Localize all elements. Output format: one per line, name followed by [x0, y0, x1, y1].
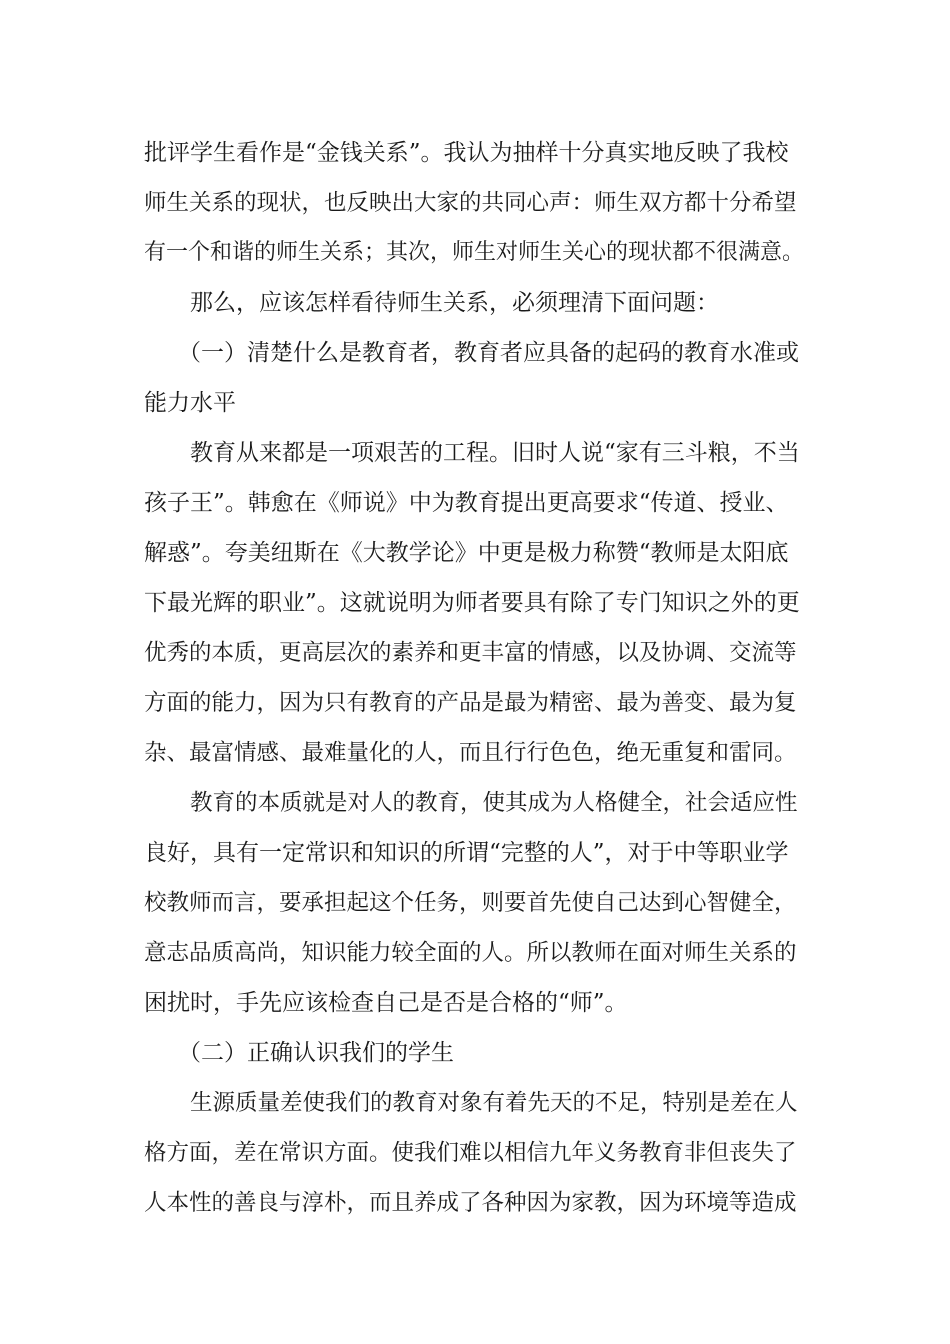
text-line: 意志品质高尚，知识能力较全面的人。所以教师在面对师生关系的: [144, 940, 797, 966]
text-line: 下最光辉的职业”。这就说明为师者要具有除了专门知识之外的更: [144, 590, 800, 616]
text-line: 师生关系的现状，也反映出大家的共同心声：师生双方都十分希望: [144, 190, 797, 216]
text-line: 方面的能力，因为只有教育的产品是最为精密、最为善变、最为复: [144, 690, 797, 716]
text-line: 生源质量差使我们的教育对象有着先天的不足，特别是差在人: [190, 1090, 798, 1116]
text-line: 有一个和谐的师生关系；其次，师生对师生关心的现状都不很满意。: [144, 240, 805, 265]
text-line: 人本性的善良与淳朴，而且养成了各种因为家教，因为环境等造成: [144, 1190, 797, 1216]
text-line: 孩子王”。韩愈在《师说》中为教育提出更高要求“传道、授业、: [144, 490, 789, 516]
text-line: 困扰时，手先应该检查自己是否是合格的“师”。: [144, 990, 628, 1016]
text-line: 批评学生看作是“金钱关系”。我认为抽样十分真实地反映了我校: [144, 140, 789, 166]
text-line: 教育从来都是一项艰苦的工程。旧时人说“家有三斗粮，不当: [190, 440, 800, 466]
section-heading: （二）正确认识我们的学生: [178, 1040, 454, 1066]
text-line: 杂、最富情感、最难量化的人，而且行行色色，绝无重复和雷同。: [144, 740, 797, 766]
text-line: 教育的本质就是对人的教育，使其成为人格健全，社会适应性: [190, 790, 798, 816]
text-line: 良好，具有一定常识和知识的所谓“完整的人”，对于中等职业学: [144, 840, 789, 866]
section-heading: （一）清楚什么是教育者，教育者应具备的起码的教育水准或: [178, 340, 799, 366]
text-line: 格方面，差在常识方面。使我们难以相信九年义务教育非但丧失了: [144, 1140, 797, 1166]
section-heading: 能力水平: [144, 390, 236, 416]
text-line: 解惑”。夸美纽斯在《大教学论》中更是极力称赞“教师是太阳底: [144, 540, 789, 566]
text-line: 优秀的本质，更高层次的素养和更丰富的情感，以及协调、交流等: [144, 640, 797, 666]
text-line: 校教师而言，要承担起这个任务，则要首先使自己达到心智健全，: [144, 890, 797, 916]
text-line: 那么，应该怎样看待师生关系，必须理清下面问题：: [190, 290, 719, 316]
